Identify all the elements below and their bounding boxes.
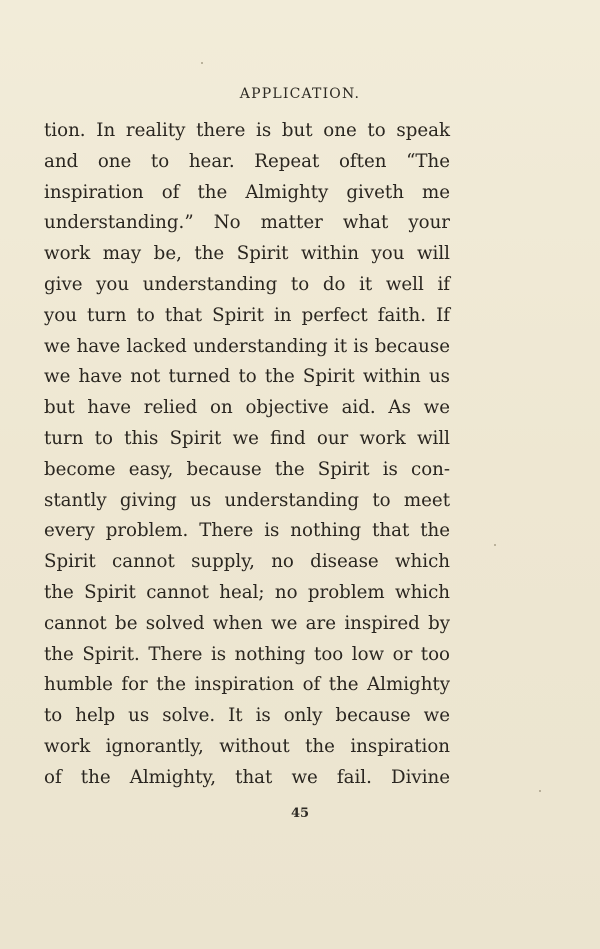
text-line: we have lacked understanding it is because [44, 335, 450, 357]
text-line: inspiration of the Almighty giveth me [44, 181, 450, 203]
text-line: of the Almighty, that we fail. Divine [44, 766, 450, 788]
text-line: turn to this Spirit we find our work will [44, 427, 450, 449]
text-line: cannot be solved when we are inspired by [44, 612, 450, 634]
text-line: you turn to that Spirit in perfect faith. If [44, 304, 450, 326]
text-line: but have relied on objective aid. As we [44, 397, 450, 419]
running-head: APPLICATION. [239, 86, 361, 102]
text-line: Spirit cannot supply, no disease which [44, 551, 450, 573]
paper-speck [539, 790, 541, 792]
body-text [44, 116, 450, 794]
text-line: we have not turned to the Spirit within us [44, 366, 450, 388]
text-line: work ignorantly, without the inspiration [44, 735, 450, 757]
text-line: to help us solve. It is only because we [44, 705, 450, 727]
text-line: humble for the inspiration of the Almighty [44, 674, 450, 696]
text-line: tion. In reality there is but one to speak [44, 120, 450, 141]
text-line: become easy, because the Spirit is con- [44, 458, 450, 480]
text-line: work may be, the Spirit within you will [44, 243, 450, 265]
text-line: and one to hear. Repeat often “The [44, 150, 450, 172]
text-line: every problem. There is nothing that the [44, 520, 450, 542]
text-line: the Spirit cannot heal; no problem which [44, 581, 450, 603]
paper-speck [201, 62, 203, 64]
text-line: give you understanding to do it well if [44, 273, 450, 295]
text-line: understanding.” No matter what your [44, 212, 450, 234]
text-line: the Spirit. There is nothing too low or too [44, 643, 450, 665]
text-line: stantly giving us understanding to meet [44, 489, 450, 511]
page-number: 45 [290, 806, 310, 821]
paper-speck [494, 544, 496, 546]
